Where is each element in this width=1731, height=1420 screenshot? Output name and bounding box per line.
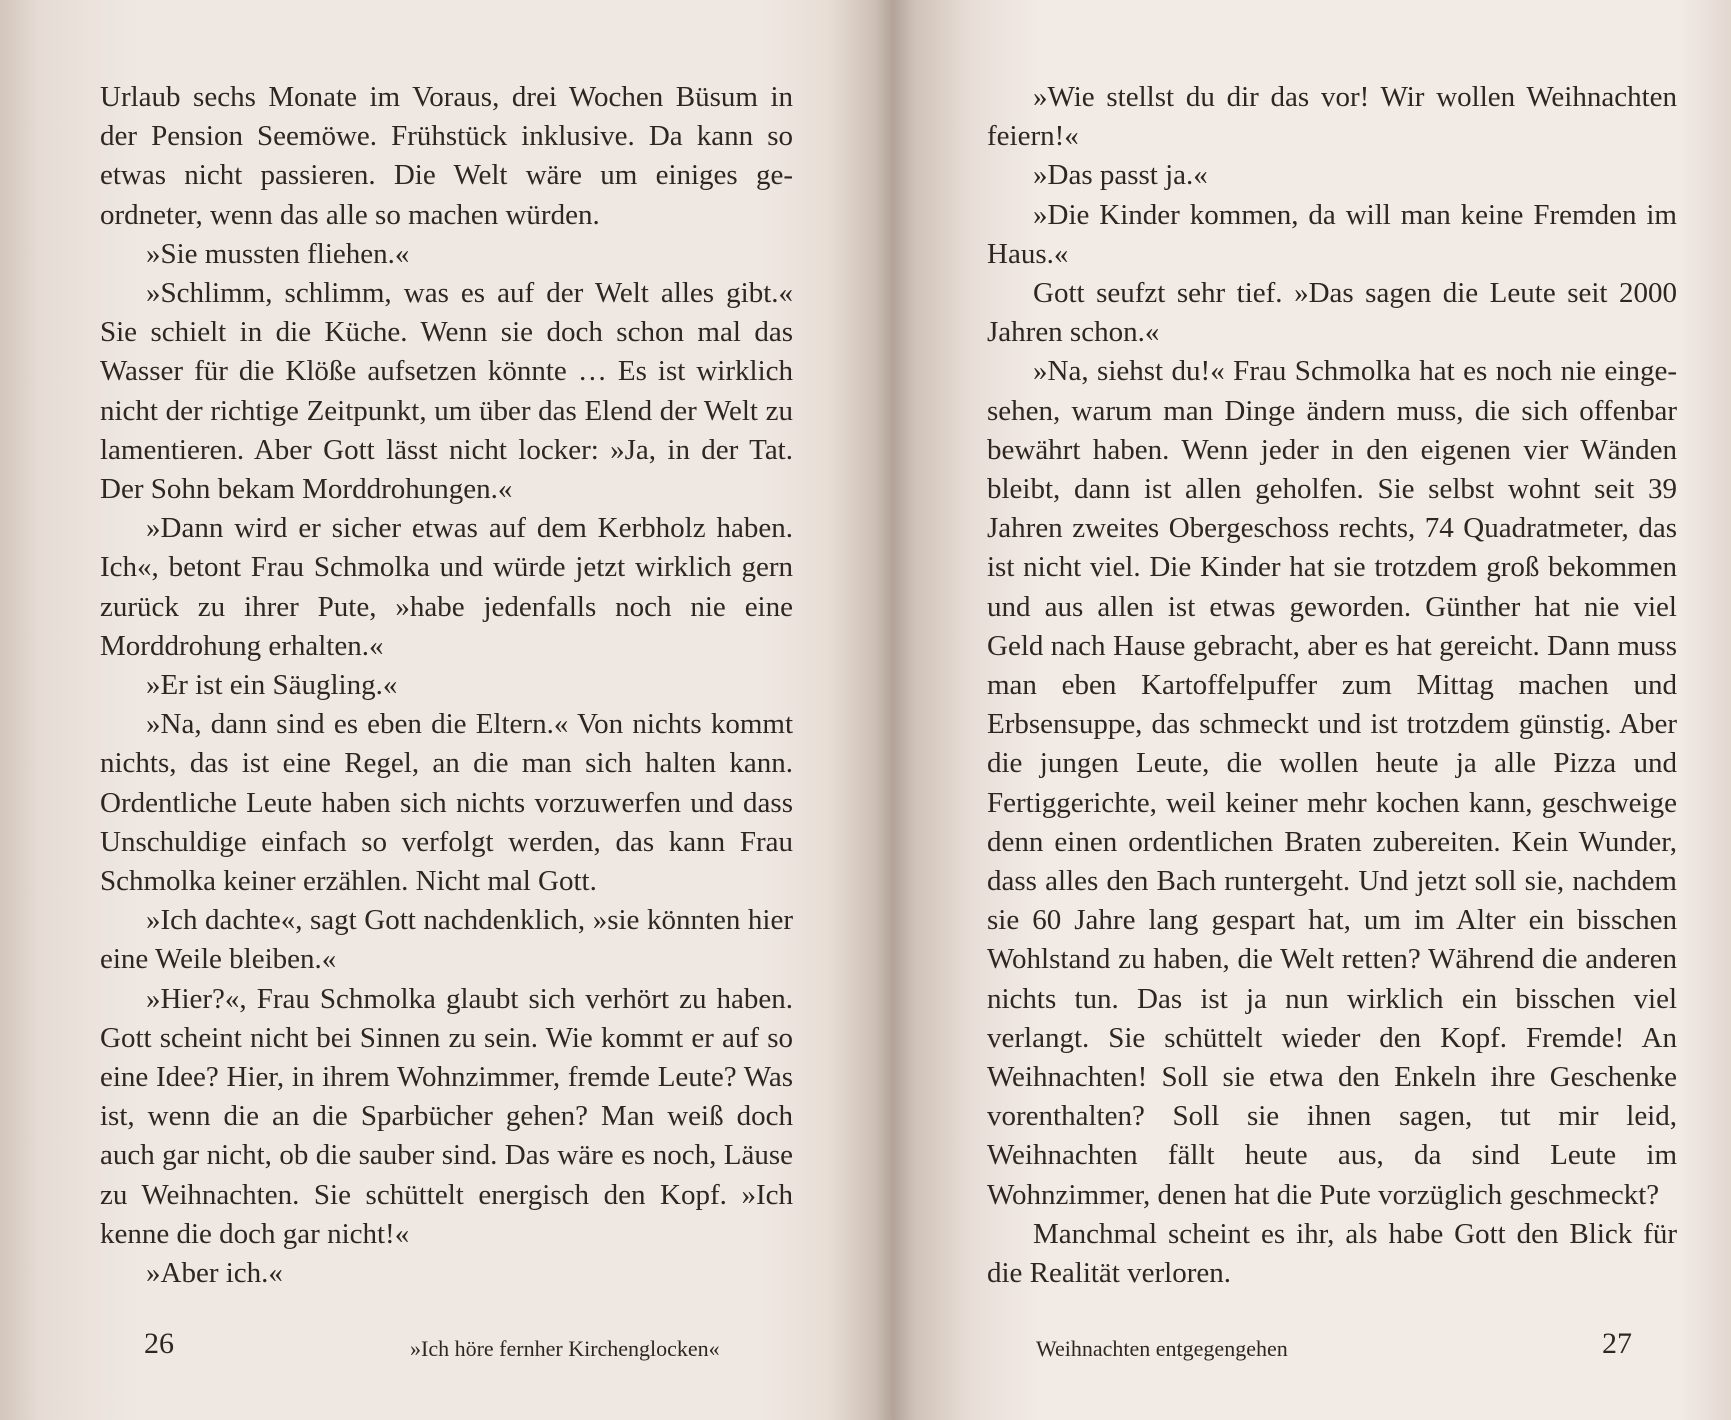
paragraph: »Ich dachte«, sagt Gott nachdenklich, »sie könnten hier eine Weile bleiben.« xyxy=(100,904,793,976)
page-number: 26 xyxy=(144,1327,174,1360)
paragraph: Manchmal scheint es ihr, als habe Gott den Blick für die Realität verloren. xyxy=(987,1217,1677,1290)
paragraph: Gott seufzt sehr tief. »Das sagen die Leute seit 2000 Jahren schon.« xyxy=(987,277,1677,349)
paragraph: »Wie stellst du dir das vor! Wir wollen Weihnachten feiern!« xyxy=(987,81,1677,153)
paragraph: Urlaub sechs Monate im Voraus, drei Wochen Büsum in der Pension Seemöwe. Frühstück inklusive. Da kann so etwas nicht passieren. Die Welt wäre um einiges geordneter, wenn das alle so machen würden. xyxy=(100,81,793,231)
paragraph: »Schlimm, schlimm, was es auf der Welt alles gibt.« Sie schielt in die Küche. Wenn sie doch schon mal das Wasser für die Klöße aufsetzen könnte … Es ist wirklich nicht der richtige Zeitpunkt, um über das Elend der Welt zu lamentieren. Aber Gott lässt nicht locker: »Ja, in der Tat. Der Sohn bekam Morddrohungen.« xyxy=(100,277,793,506)
page-number: 27 xyxy=(1602,1327,1632,1360)
paragraph: »Er ist ein Säugling.« xyxy=(146,669,398,702)
paragraph: »Sie mussten fliehen.« xyxy=(146,237,410,270)
running-head: Weihnachten entgegengehen xyxy=(1036,1336,1288,1361)
left-page-text xyxy=(100,78,793,1293)
right-page xyxy=(893,0,1731,1420)
paragraph: »Aber ich.« xyxy=(146,1257,283,1290)
paragraph: »Dann wird er sicher etwas auf dem Kerbholz haben. Ich«, betont Frau Schmolka und würde jetzt wirklich gern zurück zu ihrer Pute, »habe jedenfalls noch nie eine Morddrohung erhalten.« xyxy=(100,512,793,662)
paragraph: »Na, siehst du!« Frau Schmolka hat es noch nie eingesehen, warum man Dinge ändern muss, die sich offenbar bewährt haben. Wenn jeder in den eigenen vier Wänden bleibt, dann ist allen geholfen. Sie selbst wohnt seit 39 Jahren zweites Obergeschoss rechts, 74 Quadratmeter, das ist nicht viel. Die Kinder hat sie trotzdem groß bekommen und aus allen ist etwas geworden. Günther hat nie viel Geld nach Hause gebracht, aber es hat gereicht. Dann muss man eben Kartoffelpuffer zum Mittag machen und Erbsensuppe, das schmeckt und ist trotzdem günstig. Aber die jungen Leute, die wollen heute ja alle Pizza und Fertiggerichte, weil keiner mehr kochen kann, geschweige denn einen ordentlichen Braten zubereiten. Kein Wunder, dass alles den Bach runtergeht. Und jetzt soll sie, nachdem sie 60 Jahre lang gespart hat, um im Alter ein bisschen Wohlstand zu haben, die Welt retten? Während die anderen nichts tun. Das ist ja nun wirklich ein bisschen viel verlangt. Sie schüttelt wieder den Kopf. Fremde! An Weihnachten! Soll sie etwa den Enkeln ihre Geschenke vorenthalten? Soll sie ihnen sagen, tut mir leid, Weihnachten fällt heute aus, da sind Leute im Wohnzimmer, denen hat die Pute vorzüglich geschmeckt? xyxy=(987,355,1677,1211)
paragraph: »Hier?«, Frau Schmolka glaubt sich verhört zu haben. Gott scheint nicht bei Sinnen zu sein. Wie kommt er auf so eine Idee? Hier, in ihrem Wohnzimmer, fremde Leute? Was ist, wenn die an die Sparbücher gehen? Man weiß doch auch gar nicht, ob die sauber sind. Das wäre es noch, Läuse zu Weihnachten. Sie schüttelt energisch den Kopf. »Ich kenne die doch gar nicht!« xyxy=(100,982,793,1250)
paragraph: »Na, dann sind es eben die Eltern.« Von nichts kommt nichts, das ist eine Regel, an die man sich halten kann. Ordentliche Leute haben sich nichts vorzuwerfen und dass Unschuldige einfach so verfolgt werden, das kann Frau Schmolka keiner erzählen. Nicht mal Gott. xyxy=(100,708,793,898)
paragraph: »Die Kinder kommen, da will man keine Fremden im Haus.« xyxy=(987,198,1677,270)
right-page-text xyxy=(987,78,1677,1293)
running-head: »Ich höre fernher Kirchenglocken« xyxy=(410,1336,720,1361)
paragraph: »Das passt ja.« xyxy=(1033,159,1208,192)
